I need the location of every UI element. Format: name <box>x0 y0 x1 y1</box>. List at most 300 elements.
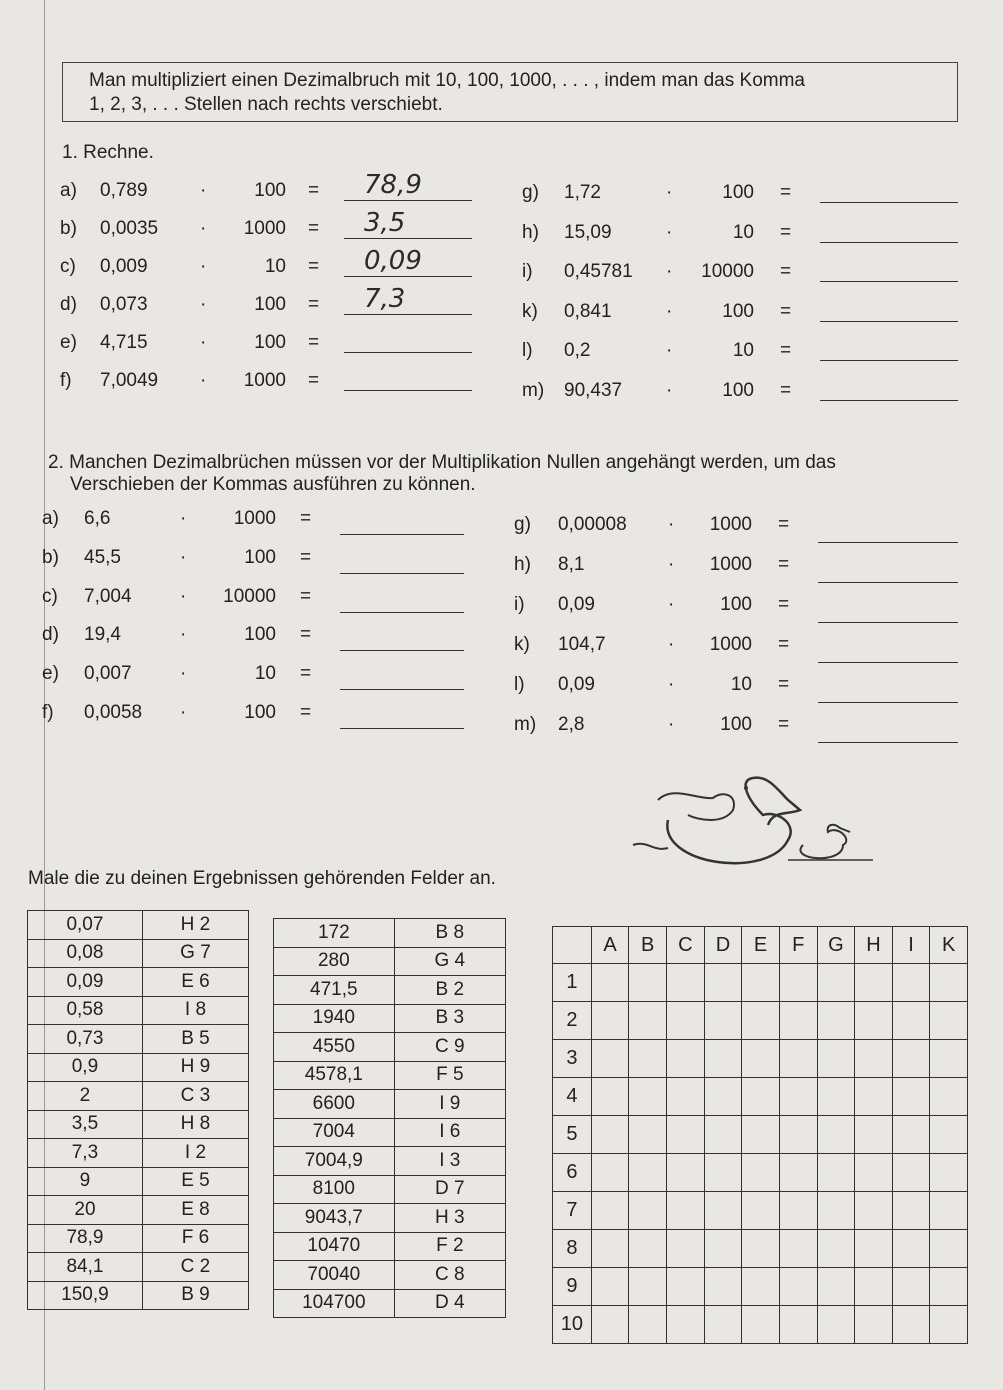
factor: 10 <box>264 256 286 277</box>
grid-cell[interactable] <box>704 1002 742 1040</box>
field-cell: B 3 <box>394 1004 505 1033</box>
number: 0,0058 <box>84 702 143 723</box>
grid-cell[interactable] <box>742 1154 780 1192</box>
grid-cell[interactable] <box>892 1192 930 1230</box>
field-cell: I 3 <box>394 1147 505 1176</box>
grid-row <box>553 1154 968 1192</box>
grid-cell[interactable] <box>779 1230 817 1268</box>
equals-sign: = <box>300 585 312 607</box>
duck-illustration-icon <box>628 770 878 880</box>
grid-cell[interactable] <box>930 1002 968 1040</box>
grid-row <box>553 1230 968 1268</box>
field-cell: H 3 <box>394 1204 505 1233</box>
times-sign: · <box>200 332 207 353</box>
number: 0,09 <box>558 594 595 615</box>
table-row <box>28 911 249 940</box>
times-sign: · <box>180 624 187 646</box>
grid-cell[interactable] <box>742 1230 780 1268</box>
equals-sign: = <box>778 714 790 735</box>
exercise-label: c) <box>60 256 76 277</box>
grid-cell[interactable] <box>930 1192 968 1230</box>
grid-cell[interactable] <box>629 1154 667 1192</box>
grid-cell[interactable] <box>591 964 629 1002</box>
result-cell: 10470 <box>274 1232 395 1261</box>
factor: 100 <box>722 300 754 322</box>
table-row <box>28 1110 249 1139</box>
field-cell: C 9 <box>394 1033 505 1062</box>
answer-blank[interactable] <box>818 558 958 583</box>
grid-cell[interactable] <box>855 1192 893 1230</box>
grid-cell[interactable] <box>892 1154 930 1192</box>
result-cell: 0,09 <box>28 968 143 997</box>
grid-cell[interactable] <box>591 1268 629 1306</box>
grid-cell[interactable] <box>892 1268 930 1306</box>
grid-cell[interactable] <box>817 1116 855 1154</box>
answer-blank[interactable] <box>820 257 958 282</box>
grid-cell[interactable] <box>667 1116 705 1154</box>
grid-cell[interactable] <box>591 1306 629 1344</box>
times-sign: · <box>668 634 675 655</box>
grid-column-label: B <box>629 927 667 964</box>
answer-blank[interactable] <box>820 336 958 361</box>
coloring-grid <box>552 926 968 1344</box>
grid-cell[interactable] <box>704 1040 742 1078</box>
equals-sign: = <box>300 702 312 723</box>
grid-cell[interactable] <box>704 964 742 1002</box>
grid-cell[interactable] <box>892 1002 930 1040</box>
times-sign: · <box>668 514 675 535</box>
times-sign: · <box>668 674 675 695</box>
grid-column-label: F <box>779 927 817 964</box>
grid-cell[interactable] <box>629 1002 667 1040</box>
grid-cell[interactable] <box>892 1306 930 1344</box>
factor: 100 <box>244 546 276 568</box>
grid-cell[interactable] <box>629 964 667 1002</box>
factor: 10 <box>730 674 752 695</box>
number: 0,09 <box>558 674 595 695</box>
grid-cell[interactable] <box>892 1078 930 1116</box>
answer-blank[interactable] <box>340 588 464 613</box>
grid-cell[interactable] <box>779 1154 817 1192</box>
answer-blank[interactable] <box>344 328 472 353</box>
grid-cell[interactable] <box>817 1268 855 1306</box>
field-cell: C 2 <box>142 1253 248 1282</box>
times-sign: · <box>668 714 675 735</box>
number: 90,437 <box>564 379 623 401</box>
grid-cell[interactable] <box>704 1078 742 1116</box>
grid-cell[interactable] <box>591 1040 629 1078</box>
result-cell: 150,9 <box>28 1281 143 1310</box>
grid-cell[interactable] <box>779 1078 817 1116</box>
grid-cell[interactable] <box>742 1002 780 1040</box>
grid-cell[interactable] <box>892 1040 930 1078</box>
field-cell: I 2 <box>142 1139 248 1168</box>
grid-cell[interactable] <box>742 964 780 1002</box>
grid-cell[interactable] <box>930 1230 968 1268</box>
grid-cell[interactable] <box>855 1154 893 1192</box>
grid-cell[interactable] <box>629 1192 667 1230</box>
number: 0,00008 <box>558 514 627 535</box>
instruction-text: Male die zu deinen Ergebnissen gehörenden Felder an. <box>28 868 496 889</box>
grid-header-row <box>553 927 968 964</box>
exercise-label: k) <box>522 300 538 322</box>
table-row <box>274 1004 506 1033</box>
result-cell: 2 <box>28 1082 143 1111</box>
result-cell: 3,5 <box>28 1110 143 1139</box>
factor: 1000 <box>243 370 286 391</box>
grid-column-label: H <box>855 927 893 964</box>
exercise-label: l) <box>522 340 533 361</box>
times-sign: · <box>666 340 673 361</box>
grid-row <box>553 1002 968 1040</box>
grid-cell[interactable] <box>855 1040 893 1078</box>
grid-cell[interactable] <box>817 1040 855 1078</box>
table-row <box>274 919 506 948</box>
factor: 100 <box>720 714 752 735</box>
exercise-label: b) <box>60 218 77 239</box>
times-sign: · <box>180 508 187 529</box>
exercise-label: d) <box>42 624 59 646</box>
exercise-label: g) <box>514 514 531 535</box>
grid-cell[interactable] <box>704 1154 742 1192</box>
grid-cell[interactable] <box>779 1040 817 1078</box>
grid-cell[interactable] <box>855 1002 893 1040</box>
grid-cell[interactable] <box>817 1002 855 1040</box>
table-row <box>28 1139 249 1168</box>
grid-cell[interactable] <box>667 1268 705 1306</box>
table-row <box>28 1082 249 1111</box>
grid-cell[interactable] <box>930 1268 968 1306</box>
times-sign: · <box>666 261 673 282</box>
number: 8,1 <box>558 554 585 575</box>
grid-cell[interactable] <box>892 1116 930 1154</box>
factor: 10000 <box>701 261 754 282</box>
equals-sign: = <box>780 182 792 203</box>
answer-blank[interactable] <box>340 704 464 729</box>
times-sign: · <box>200 180 207 201</box>
grid-cell[interactable] <box>591 1116 629 1154</box>
number: 2,8 <box>558 714 585 735</box>
table-row <box>28 1281 249 1310</box>
grid-row-label: 6 <box>553 1154 592 1192</box>
exercise-label: m) <box>514 714 537 735</box>
field-cell: I 6 <box>394 1118 505 1147</box>
grid-cell[interactable] <box>704 1192 742 1230</box>
grid-row <box>553 1116 968 1154</box>
grid-cell[interactable] <box>591 1192 629 1230</box>
grid-row-label: 1 <box>553 964 592 1002</box>
times-sign: · <box>180 546 187 568</box>
grid-cell[interactable] <box>629 1040 667 1078</box>
answer-blank[interactable] <box>340 626 464 651</box>
result-cell: 0,9 <box>28 1053 143 1082</box>
times-sign: · <box>668 594 675 615</box>
grid-cell[interactable] <box>855 1230 893 1268</box>
result-cell: 78,9 <box>28 1224 143 1253</box>
answer-blank[interactable] <box>820 376 958 401</box>
number: 0,789 <box>100 180 148 201</box>
answer-blank[interactable] <box>340 510 464 535</box>
number: 0,073 <box>100 294 148 315</box>
grid-cell[interactable] <box>667 1078 705 1116</box>
grid-cell[interactable] <box>817 1230 855 1268</box>
exercise-label: a) <box>42 508 59 529</box>
result-cell: 9 <box>28 1167 143 1196</box>
result-cell: 0,08 <box>28 939 143 968</box>
grid-cell[interactable] <box>855 1116 893 1154</box>
exercise-label: g) <box>522 182 539 203</box>
equals-sign: = <box>780 300 792 322</box>
answer-blank[interactable] <box>818 518 958 543</box>
grid-cell[interactable] <box>742 1116 780 1154</box>
grid-cell[interactable] <box>591 1078 629 1116</box>
grid-cell[interactable] <box>930 1078 968 1116</box>
grid-cell[interactable] <box>855 1078 893 1116</box>
number: 0,0035 <box>100 218 159 239</box>
times-sign: · <box>180 663 187 685</box>
factor: 100 <box>720 594 752 615</box>
grid-cell[interactable] <box>817 1306 855 1344</box>
grid-row-label: 3 <box>553 1040 592 1078</box>
exercise-label: b) <box>42 546 59 568</box>
grid-column-label: G <box>817 927 855 964</box>
grid-row-label: 2 <box>553 1002 592 1040</box>
equals-sign: = <box>780 340 792 361</box>
grid-cell[interactable] <box>704 1116 742 1154</box>
result-cell: 70040 <box>274 1261 395 1290</box>
factor: 100 <box>722 182 754 203</box>
answer-blank[interactable] <box>820 297 958 322</box>
result-cell: 280 <box>274 947 395 976</box>
field-cell: E 6 <box>142 968 248 997</box>
exercise-2-heading-line-2: Verschieben der Kommas ausführen zu können. <box>70 474 476 495</box>
equals-sign: = <box>308 294 320 315</box>
grid-column-label: E <box>742 927 780 964</box>
answer-blank[interactable] <box>818 718 958 743</box>
grid-cell[interactable] <box>817 1192 855 1230</box>
number: 0,45781 <box>564 261 633 282</box>
grid-row <box>553 1268 968 1306</box>
exercise-label: k) <box>514 634 530 655</box>
number: 0,2 <box>564 340 591 361</box>
equals-sign: = <box>300 663 312 685</box>
answer-blank[interactable] <box>344 366 472 391</box>
result-cell: 84,1 <box>28 1253 143 1282</box>
grid-cell[interactable] <box>779 1002 817 1040</box>
table-row <box>274 1033 506 1062</box>
factor: 1000 <box>709 634 752 655</box>
grid-cell[interactable] <box>892 1230 930 1268</box>
grid-cell[interactable] <box>930 1306 968 1344</box>
grid-cell[interactable] <box>629 1306 667 1344</box>
grid-cell[interactable] <box>591 1154 629 1192</box>
grid-cell[interactable] <box>704 1306 742 1344</box>
answer-blank[interactable] <box>820 218 958 243</box>
grid-cell[interactable] <box>779 1116 817 1154</box>
grid-cell[interactable] <box>704 1230 742 1268</box>
lookup-table-2 <box>273 918 506 1318</box>
grid-cell[interactable] <box>779 964 817 1002</box>
grid-cell[interactable] <box>667 1192 705 1230</box>
grid-cell[interactable] <box>779 1306 817 1344</box>
exercise-label: i) <box>514 594 525 615</box>
grid-row-label: 7 <box>553 1192 592 1230</box>
grid-cell[interactable] <box>667 1040 705 1078</box>
handwritten-answer: 78,9 <box>364 170 422 200</box>
grid-cell[interactable] <box>667 1306 705 1344</box>
grid-cell[interactable] <box>855 964 893 1002</box>
rule-line-1: Man multipliziert einen Dezimalbruch mit 10, 100, 1000, . . . , indem man das Komma <box>89 70 805 91</box>
times-sign: · <box>200 370 207 391</box>
equals-sign: = <box>778 514 790 535</box>
grid-corner <box>553 927 592 964</box>
grid-cell[interactable] <box>742 1040 780 1078</box>
times-sign: · <box>666 300 673 322</box>
result-cell: 1940 <box>274 1004 395 1033</box>
number: 19,4 <box>84 624 121 646</box>
grid-cell[interactable] <box>667 964 705 1002</box>
field-cell: H 2 <box>142 911 248 940</box>
grid-cell[interactable] <box>817 1078 855 1116</box>
table-row <box>274 1232 506 1261</box>
answer-blank[interactable] <box>340 665 464 690</box>
field-cell: H 9 <box>142 1053 248 1082</box>
grid-cell[interactable] <box>667 1002 705 1040</box>
result-cell: 7004 <box>274 1118 395 1147</box>
handwritten-answer: 3,5 <box>364 208 406 238</box>
table-row <box>274 1090 506 1119</box>
equals-sign: = <box>308 332 320 353</box>
factor: 1000 <box>233 508 276 529</box>
equals-sign: = <box>300 508 312 529</box>
factor: 100 <box>244 702 276 723</box>
grid-cell[interactable] <box>742 1078 780 1116</box>
grid-cell[interactable] <box>817 1154 855 1192</box>
number: 0,007 <box>84 663 132 685</box>
field-cell: D 7 <box>394 1175 505 1204</box>
equals-sign: = <box>778 554 790 575</box>
grid-cell[interactable] <box>629 1078 667 1116</box>
result-cell: 0,07 <box>28 911 143 940</box>
table-row <box>28 1196 249 1225</box>
grid-cell[interactable] <box>779 1192 817 1230</box>
table-row <box>274 976 506 1005</box>
result-cell: 20 <box>28 1196 143 1225</box>
grid-cell[interactable] <box>779 1268 817 1306</box>
answer-blank[interactable] <box>818 638 958 663</box>
grid-cell[interactable] <box>704 1268 742 1306</box>
rule-box <box>62 62 958 122</box>
table-row <box>28 1224 249 1253</box>
grid-row <box>553 1078 968 1116</box>
grid-row <box>553 1306 968 1344</box>
exercise-label: a) <box>60 180 77 201</box>
grid-cell[interactable] <box>930 964 968 1002</box>
times-sign: · <box>180 585 187 607</box>
grid-cell[interactable] <box>742 1306 780 1344</box>
result-cell: 8100 <box>274 1175 395 1204</box>
factor: 10 <box>732 340 754 361</box>
grid-cell[interactable] <box>667 1154 705 1192</box>
field-cell: F 6 <box>142 1224 248 1253</box>
factor: 1000 <box>709 514 752 535</box>
result-cell: 0,73 <box>28 1025 143 1054</box>
grid-cell[interactable] <box>930 1040 968 1078</box>
times-sign: · <box>668 554 675 575</box>
exercise-label: f) <box>60 370 72 391</box>
grid-cell[interactable] <box>855 1306 893 1344</box>
grid-cell[interactable] <box>855 1268 893 1306</box>
grid-cell[interactable] <box>742 1192 780 1230</box>
field-cell: B 8 <box>394 919 505 948</box>
grid-row <box>553 1192 968 1230</box>
grid-cell[interactable] <box>591 1230 629 1268</box>
answer-blank[interactable] <box>818 598 958 623</box>
grid-row-label: 5 <box>553 1116 592 1154</box>
factor: 100 <box>244 624 276 646</box>
times-sign: · <box>200 256 207 277</box>
grid-cell[interactable] <box>667 1230 705 1268</box>
grid-cell[interactable] <box>930 1116 968 1154</box>
times-sign: · <box>666 182 673 203</box>
answer-blank[interactable] <box>820 178 958 203</box>
equals-sign: = <box>300 546 312 568</box>
lookup-table-1 <box>27 910 249 1310</box>
field-cell: B 2 <box>394 976 505 1005</box>
exercise-label: l) <box>514 674 525 695</box>
result-cell: 4578,1 <box>274 1061 395 1090</box>
table-row <box>274 947 506 976</box>
table-row <box>274 1147 506 1176</box>
grid-cell[interactable] <box>742 1268 780 1306</box>
table-row <box>28 1167 249 1196</box>
grid-cell[interactable] <box>629 1230 667 1268</box>
exercise-label: f) <box>42 702 54 723</box>
grid-cell[interactable] <box>591 1002 629 1040</box>
grid-row <box>553 1040 968 1078</box>
equals-sign: = <box>308 370 320 391</box>
number: 4,715 <box>100 332 148 353</box>
answer-blank[interactable] <box>340 549 464 574</box>
grid-cell[interactable] <box>629 1268 667 1306</box>
factor: 10000 <box>223 585 276 607</box>
grid-cell[interactable] <box>817 964 855 1002</box>
exercise-1-heading: 1. Rechne. <box>62 142 154 163</box>
grid-column-label: C <box>667 927 705 964</box>
grid-column-label: K <box>930 927 968 964</box>
number: 104,7 <box>558 634 606 655</box>
field-cell: G 7 <box>142 939 248 968</box>
number: 7,0049 <box>100 370 159 391</box>
handwritten-answer: 7,3 <box>364 284 406 314</box>
equals-sign: = <box>308 256 320 277</box>
times-sign: · <box>666 379 673 401</box>
table-row <box>274 1175 506 1204</box>
field-cell: G 4 <box>394 947 505 976</box>
answer-blank[interactable] <box>818 678 958 703</box>
times-sign: · <box>200 294 207 315</box>
exercise-label: i) <box>522 261 533 282</box>
table-row <box>28 1053 249 1082</box>
table-row <box>28 1025 249 1054</box>
field-cell: F 2 <box>394 1232 505 1261</box>
grid-column-label: D <box>704 927 742 964</box>
grid-cell[interactable] <box>629 1116 667 1154</box>
grid-cell[interactable] <box>892 964 930 1002</box>
number: 0,009 <box>100 256 148 277</box>
grid-cell[interactable] <box>930 1154 968 1192</box>
number: 1,72 <box>564 182 601 203</box>
